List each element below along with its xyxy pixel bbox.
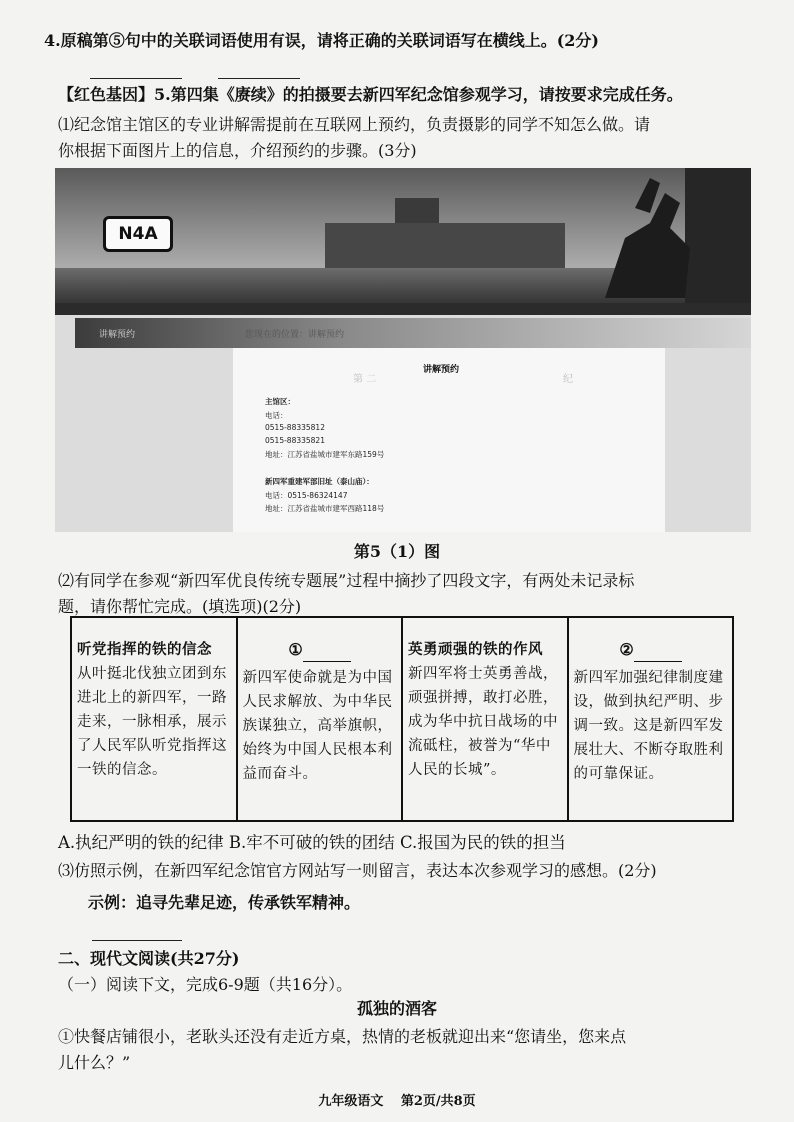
blank-number: ① <box>288 640 304 659</box>
question-5-1-line2: 你根据下面图片上的信息，介绍预约的步骤。(3分) <box>58 141 417 160</box>
blank-number: ② <box>619 640 635 659</box>
panel-line: 电话：0515-86324147 <box>265 491 348 500</box>
panel-line: 主馆区： <box>265 397 295 406</box>
answer-blank[interactable] <box>574 638 729 666</box>
bleed-through-text: 纪 <box>563 374 573 385</box>
table-cell <box>403 618 569 820</box>
reservation-panel <box>233 348 665 532</box>
article-title: 孤独的酒客 <box>356 999 437 1018</box>
cell-body: 从叶挺北伐独立团到东进北上的新四军，一路走来，一脉相承，展示了人民军队听党指挥这一铁的信念。 <box>77 666 227 778</box>
exhibit-table <box>70 616 734 822</box>
table-cell <box>72 618 238 820</box>
blank-line <box>303 647 351 662</box>
statue-icon <box>595 168 751 308</box>
question-5-2-line1: ⑵有同学在参观“新四军优良传统专题展”过程中摘抄了四段文字，有两处未记录标 <box>58 571 635 590</box>
question-5-2-line2: 题，请你帮忙完成。(填选项)(2分) <box>58 597 302 616</box>
subsection-heading: （一）阅读下文，完成6-9题（共16分）。 <box>58 975 353 994</box>
answer-line <box>218 78 300 79</box>
panel-title: 讲解预约 <box>423 365 460 375</box>
museum-website-photo <box>55 168 751 532</box>
panel-line: 地址：江苏省盐城市建军西路118号 <box>265 504 385 513</box>
table-cell <box>238 618 404 820</box>
question-5-intro: 【红色基因】5.第四集《赓续》的拍摄要去新四军纪念馆参观学习，请按要求完成任务。 <box>58 85 683 104</box>
answer-line <box>92 940 182 941</box>
sub-nav <box>75 318 751 348</box>
bleed-through-text: 第 二 <box>353 374 377 385</box>
nav-bar <box>55 303 751 315</box>
panel-line: 0515-88335812 <box>265 423 325 432</box>
page-footer: 九年级语文 第2页/共8页 <box>318 1094 476 1109</box>
subnav-section[interactable]: 讲解预约 <box>99 330 136 340</box>
panel-line: 电话： <box>265 411 288 420</box>
cell-title: 听党指挥的铁的信念 <box>77 641 212 658</box>
panel-line: 新四军重建军部旧址（泰山庙）： <box>265 477 374 486</box>
breadcrumb: 您现在的位置：讲解预约 <box>245 330 345 340</box>
cell-body: 新四军使命就是为中国人民求解放、为中华民族谋独立，高举旗帜，始终为中国人民根本利益而奋斗。 <box>242 670 393 782</box>
figure-caption: 第5（1）图 <box>353 542 441 561</box>
blank-line <box>634 647 682 662</box>
options: A.执纪严明的铁的纪律 B.牢不可破的铁的团结 C.报国为民的铁的担当 <box>58 833 566 852</box>
example: 示例：追寻先辈足迹，传承铁军精神。 <box>88 893 361 912</box>
panel-line: 0515-88335821 <box>265 436 325 445</box>
question-5-3: ⑶仿照示例，在新四军纪念馆官方网站写一则留言，表达本次参观学习的感想。(2分) <box>58 861 657 880</box>
panel-line: 地址：江苏省盐城市建军东路159号 <box>265 450 385 459</box>
cell-title: 英勇顽强的铁的作风 <box>408 641 543 658</box>
question-5-1-line1: ⑴纪念馆主馆区的专业讲解需提前在互联网上预约，负责摄影的同学不知怎么做。请 <box>58 115 651 134</box>
question-4: 4.原稿第⑤句中的关联词语使用有误，请将正确的关联词语写在横线上。(2分) <box>44 31 599 50</box>
answer-blank[interactable] <box>243 638 398 666</box>
section-heading: 二、现代文阅读(共27分) <box>58 949 240 968</box>
cell-body: 新四军加强纪律制度建设，做到执纪严明、步调一致。这是新四军发展壮大、不断夺取胜利的可靠保证。 <box>573 670 724 782</box>
article-para: ①快餐店铺很小，老耿头还没有走近方桌，热情的老板就迎出来“您请坐，您来点 <box>58 1027 627 1046</box>
article-para: 儿什么？” <box>58 1053 131 1072</box>
table-cell <box>569 618 733 820</box>
n4a-logo: N4A <box>103 216 173 252</box>
cell-body: 新四军将士英勇善战，顽强拼搏，敢打必胜，成为华中抗日战场的中流砥柱，被誉为“华中人民的长城”。 <box>408 666 558 778</box>
answer-line <box>90 78 182 79</box>
